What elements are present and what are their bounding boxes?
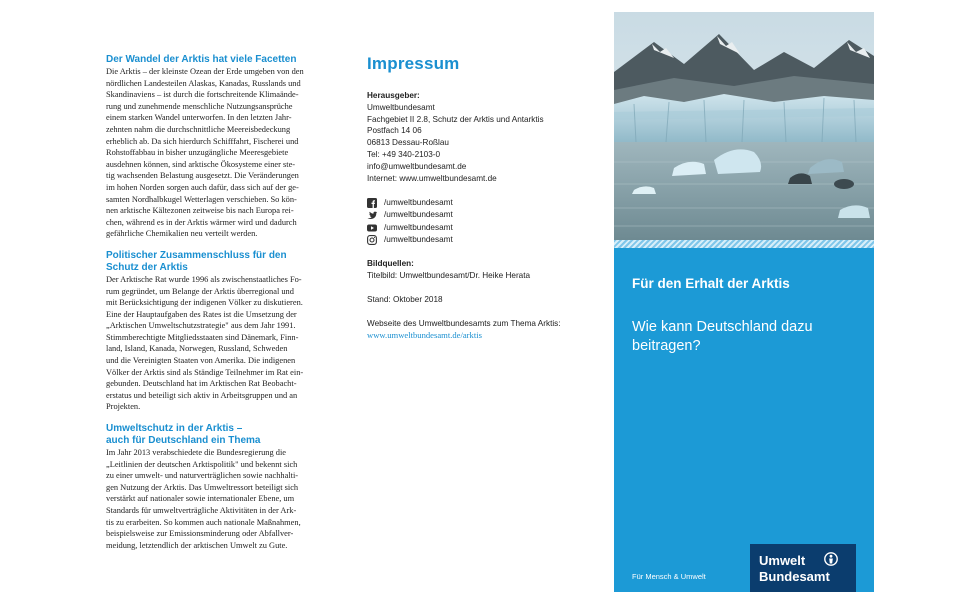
stand-date: Stand: Oktober 2018	[367, 294, 443, 304]
cover-slogan: Für Mensch & Umwelt	[632, 572, 706, 581]
impressum-column	[367, 54, 597, 341]
umweltbundesamt-logo	[750, 544, 856, 592]
body-text-line: und die Vereinigten Staaten von Amerika. Die indigenen	[106, 356, 296, 366]
section-heading: Umweltschutz in der Arktis –	[106, 423, 243, 435]
body-text-line: Skandinaviens – ist durch die fortschreitende Klimaände-	[106, 90, 299, 100]
social-link[interactable]	[367, 221, 597, 234]
cover-question: Wie kann Deutschland dazu beitragen?	[632, 319, 813, 354]
address-line: Fachgebiet II 2.8, Schutz der Arktis und Antarktis	[367, 114, 544, 124]
body-text-line: land, Island, Kanada, Norwegen, Russland, Schweden	[106, 344, 288, 354]
twitter-icon	[367, 210, 377, 220]
body-text-line: Rohstoffabbau in bisher unzugängliche Meeresgebiete	[106, 148, 289, 158]
section-heading: Der Wandel der Arktis hat viele Facetten	[106, 54, 297, 65]
address-block	[367, 102, 597, 185]
body-text-line: chen, während es in der Arktis wärmer wird und dadurch	[106, 217, 297, 227]
body-text-line: einem starken Wandel unterworfen. In den letzten Jahr-	[106, 113, 292, 123]
section-heading: auch für Deutschland ein Thema	[106, 435, 261, 447]
body-text-line: zu einer umwelt- und naturverträglichen sowie nachhalti-	[106, 471, 299, 481]
hatched-divider	[614, 240, 874, 248]
body-text-line: erstatus und beteiligt sich aktiv in Arbeitsgruppen und an	[106, 390, 298, 400]
body-text-line: Völker der Arktis sind als Ständige Teilnehmer im Rat ein-	[106, 367, 304, 377]
social-handle: /umweltbundesamt	[384, 210, 453, 220]
article-section	[106, 54, 322, 240]
body-text-line: mit Berücksichtigung der indigenen Völker zu diskutieren.	[106, 298, 303, 308]
body-text-line: erheblich ab. Da sich hierdurch Schifffahrt, Fischerei und	[106, 136, 299, 146]
herausgeber-label: Herausgeber:	[367, 91, 420, 100]
address-line: Tel: +49 340-2103-0	[367, 149, 441, 159]
webseite-label: Webseite des Umweltbundesamts zum Thema Arktis:	[367, 318, 561, 328]
address-line: 06813 Dessau-Roßlau	[367, 138, 449, 148]
body-text-line: gefährliche Chemikalien neu verteilt werden.	[106, 229, 258, 239]
social-link[interactable]	[367, 209, 597, 222]
body-text-line: tig wachsenden Belastung ausgesetzt. Die Veränderungen	[106, 171, 299, 181]
body-text-line: Im Jahr 2013 verabschiedete die Bundesregierung die	[106, 448, 287, 458]
body-text-line: verstärkt auf nationaler sowie internationaler Ebene, um	[106, 494, 295, 504]
impressum-heading: Impressum	[367, 54, 460, 73]
social-link[interactable]	[367, 196, 597, 209]
body-text-line: ausdehnen können, sind arktische Ökosysteme einer ste-	[106, 159, 296, 169]
body-text-line: gebunden. Deutschland hat im Arktischen Rat Beobacht-	[106, 379, 297, 389]
social-handle: /umweltbundesamt	[384, 222, 453, 232]
arktis-website-link[interactable]: www.umweltbundesamt.de/arktis	[367, 329, 482, 340]
youtube-icon	[367, 223, 377, 233]
body-text-line: gen Nutzung der Arktis. Das Umweltressort beteiligt sich	[106, 482, 299, 492]
body-text-line: Stimmberechtigte Mitgliedsstaaten sind Dänemark, Finn-	[106, 332, 299, 342]
body-text-line: Standards für umweltverträgliche Aktivitäten in der Ark-	[106, 506, 297, 515]
article-section	[106, 250, 322, 413]
body-text-line: meidung, letztendlich der arktischen Umwelt zu Gute.	[106, 540, 288, 550]
body-text-line: samten Nordhalbkugel Wetterlagen verschieben. So kön-	[106, 194, 297, 204]
section-heading: Politischer Zusammenschluss für den Schutz der Arktis	[106, 249, 287, 273]
body-text-line: rung und zunehmende menschliche Nutzungsansprüche	[106, 101, 293, 111]
logo-emblem-icon	[824, 552, 838, 566]
social-handle: /umweltbundesamt	[384, 235, 453, 245]
cover-title: Für den Erhalt der Arktis	[632, 276, 790, 291]
logo-line-1: Umwelt	[759, 553, 806, 568]
cover-panel	[614, 12, 874, 592]
body-text-line: nördlichen Landesteilen Alaskas, Kanadas, Russlands und	[106, 78, 301, 88]
address-line: Umweltbundesamt	[367, 102, 435, 112]
arctic-glacier-photo	[614, 12, 874, 240]
address-line[interactable]: Internet: www.umweltbundesamt.de	[367, 173, 497, 183]
body-text-line: „Leitlinien der deutschen Arktispolitik" und bekennt sich	[106, 459, 298, 469]
body-text-line: im hohen Norden sorgen auch dafür, dass sich auf der ge-	[106, 182, 299, 192]
body-text-line: rum gegründet, um Belange der Arktis überregional und	[106, 286, 294, 296]
article-section	[106, 423, 322, 551]
body-text-line: beispielsweise zur Emissionsminderung oder Abfallver-	[106, 529, 294, 539]
address-line[interactable]: info@umweltbundesamt.de	[367, 161, 467, 171]
bildquellen-label: Bildquellen:	[367, 259, 414, 269]
cover-blue-area	[614, 248, 874, 592]
body-text-line: nen arktische Kältezonen zeitweise bis nach Europa rei-	[106, 206, 294, 216]
social-links	[367, 196, 597, 246]
body-text-line: Projekten.	[106, 402, 141, 412]
logo-line-2: Bundesamt	[759, 569, 830, 584]
info-column	[106, 54, 322, 561]
body-text-line: Die Arktis – der kleinste Ozean der Erde umgeben von den	[106, 67, 304, 76]
body-text-line: „Arktischen Umweltschutzstrategie" aus dem Jahr 1991.	[106, 321, 296, 331]
facebook-icon	[367, 198, 377, 208]
instagram-icon	[367, 235, 377, 245]
social-link[interactable]	[367, 234, 597, 247]
social-handle: /umweltbundesamt	[384, 197, 453, 207]
bildquellen-text: Titelbild: Umweltbundesamt/Dr. Heike Herata	[367, 271, 531, 281]
body-text-line: Eine der Hauptaufgaben des Rates ist die Umsetzung der	[106, 309, 297, 319]
body-text-line: Der Arktische Rat wurde 1996 als zwischenstaatliches Fo-	[106, 274, 302, 284]
body-text-line: tis zu erarbeiten. So kommen auch nationale Maßnahmen,	[106, 517, 301, 527]
address-line: Postfach 14 06	[367, 126, 422, 136]
body-text-line: zehnten nahm die durchschnittliche Meereisbedeckung	[106, 124, 291, 134]
